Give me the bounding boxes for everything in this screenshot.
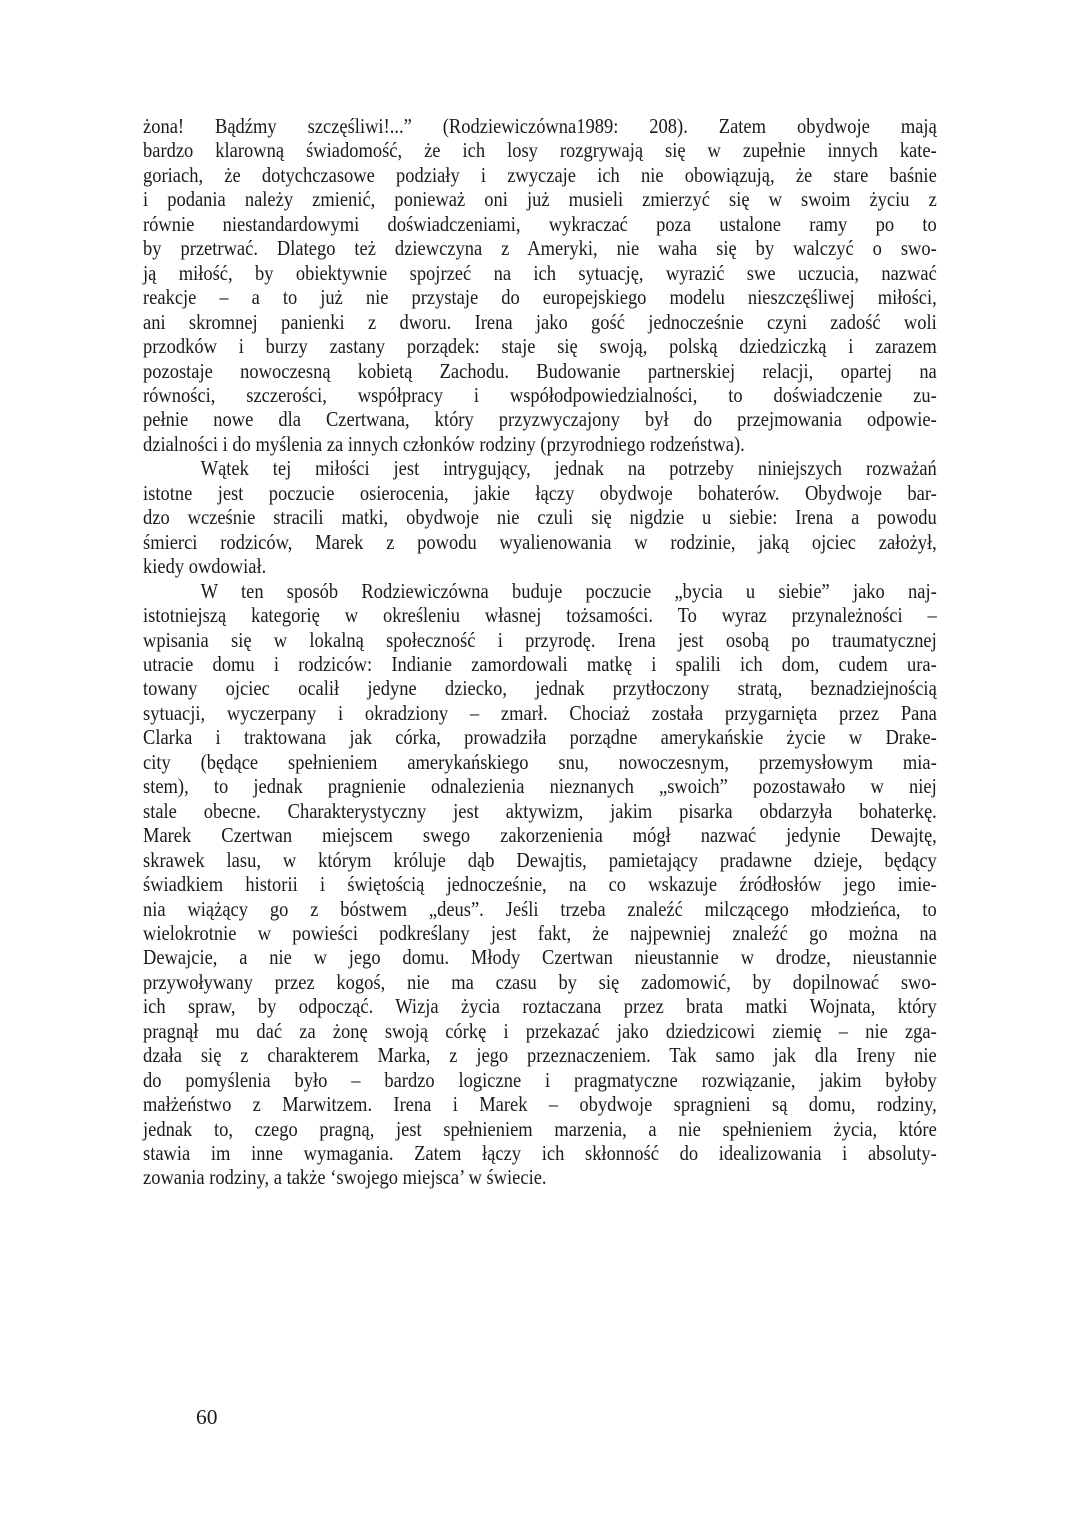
text-line: przodków i burzy zastany porządek: staje się swoją, polską dziedziczką i zarazem (143, 334, 937, 359)
text-line: zowania rodziny, a także ‘swojego miejsca’ w świecie. (143, 1165, 547, 1190)
text-line: pozostaje nowoczesną kobietą Zachodu. Budowanie partnerskiej relacji, opartej na (143, 358, 937, 383)
text-line: do pomyślenia było – bardzo logiczne i pragmatyczne rozwiązanie, jakim byłoby (143, 1067, 937, 1092)
text-line: Clarka i traktowana jak córka, prowadziła porządne amerykańskie życie w Drake- (143, 725, 937, 750)
text-line: Dewajcie, a nie w jego domu. Młody Czertwan nieustannie w drodze, nieustannie (143, 945, 937, 970)
text-line: kiedy owdowiał. (143, 554, 267, 579)
text-line: W ten sposób Rodziewiczówna buduje poczucie „bycia u siebie” jako naj- (200, 578, 937, 603)
text-line: sytuacji, wyczerpany i okradziony – zmarł. Chociaż została przygarnięta przez Pana (143, 700, 937, 725)
text-line: stawia im inne wymagania. Zatem łączy ich skłonność do idealizowania i absoluty- (143, 1141, 937, 1166)
text-line: małżeństwo z Marwitzem. Irena i Marek – obydwoje spragnieni są domu, rodziny, (143, 1092, 937, 1117)
text-line: stem), to jednak pragnienie odnalezienia nieznanych „swoich” pozostawało w niej (143, 774, 937, 799)
text-line: śmierci rodziców, Marek z powodu wyalienowania w rodzinie, jaką ojciec założył, (143, 529, 937, 554)
paragraph (143, 456, 937, 578)
text-line: świadkiem historii i świętością jednocześnie, na co wskazuje źródłosłów jego imie- (143, 872, 937, 897)
text-line: reakcje – a to już nie przystaje do europejskiego modelu nieszczęśliwej miłości, (143, 285, 937, 310)
text-line: skrawek lasu, w którym króluje dąb Dewajtis, pamietający pradawne dzieje, będący (143, 847, 937, 872)
text-line: istotniejszą kategorię w określeniu własnej tożsamości. To wyraz przynależności – (143, 603, 937, 628)
text-line: jednak to, czego pragną, jest spełnieniem marzenia, a nie spełnieniem życia, które (143, 1116, 937, 1141)
text-line: dzała się z charakterem Marka, z jego przeznaczeniem. Tak samo jak dla Ireny nie (143, 1043, 937, 1068)
text-line: Marek Czertwan miejscem swego zakorzenienia mógł nazwać jedynie Dewajtę, (143, 823, 937, 848)
text-line: ich spraw, by odpocząć. Wizja życia roztaczana przez brata matki Wojnata, który (143, 994, 937, 1019)
text-line: wielokrotnie w powieści podkreślany jest fakt, że najpewniej znaleźć go można na (143, 920, 937, 945)
page-number: 60 (196, 1405, 218, 1429)
text-line: Wątek tej miłości jest intrygujący, jednak na potrzeby niniejszych rozważań (200, 456, 937, 481)
text-line: i podania należy zmienić, ponieważ oni już musieli zmierzyć się w swoim życiu z (143, 187, 937, 212)
text-line: wpisania się w lokalną społeczność i przyrodę. Irena jest osobą po traumatycznej (143, 627, 937, 652)
text-line: ją miłość, by obiektywnie spojrzeć na ich sytuację, wyrazić swe uczucia, nazwać (143, 260, 937, 285)
text-line: przywoływany przez kogoś, nie ma czasu by się zadomowić, by dopilnować swo- (143, 969, 937, 994)
text-line: równie niestandardowymi doświadczeniami, wykraczać poza ustalone ramy po to (143, 211, 937, 236)
text-line: towany ojciec ocalił jedyne dziecko, jednak przytłoczony stratą, beznadziejnością (143, 676, 937, 701)
text-line: ani skromnej panienki z dworu. Irena jako gość jednocześnie czyni zadość woli (143, 309, 937, 334)
body-text (143, 114, 937, 1190)
text-line: bardzo klarowną świadomość, że ich losy rozgrywają się w zupełnie innych kate- (143, 138, 937, 163)
paragraph (143, 114, 937, 456)
text-line: goriach, że dotychczasowe podziały i zwyczaje ich nie obowiązują, że stare baśnie (143, 162, 937, 187)
text-line: równości, szczerości, współpracy i współodpowiedzialności, to doświadczenie zu- (143, 382, 937, 407)
text-line: żona! Bądźmy szczęśliwi!...” (Rodziewiczówna1989: 208). Zatem obydwoje mają (143, 114, 937, 138)
text-line: dzialności i do myślenia za innych członków rodziny (przyrodniego rodzeństwa). (143, 431, 745, 456)
text-line: dzo wcześnie stracili matki, obydwoje nie czuli się nigdzie u siebie: Irena a powodu (143, 505, 937, 530)
text-line: pełnie nowe dla Czertwana, który przyzwyczajony był do przejmowania odpowie- (143, 407, 937, 432)
text-line: nia wiążący go z bóstwem „deus”. Jeśli trzeba znaleźć milczącego młodzieńca, to (143, 896, 937, 921)
text-line: pragnął mu dać za żonę swoją córkę i przekazać jako dziedzicowi ziemię – nie zga- (143, 1018, 937, 1043)
text-line: by przetrwać. Dlatego też dziewczyna z Ameryki, nie waha się by walczyć o swo- (143, 236, 937, 261)
text-line: utracie domu i rodziców: Indianie zamordowali matkę i spalili ich dom, cudem ura- (143, 651, 937, 676)
text-line: city (będące spełnieniem amerykańskiego snu, nowoczesnym, przemysłowym mia- (143, 749, 937, 774)
text-line: istotne jest poczucie osierocenia, jakie łączy obydwoje bohaterów. Obydwoje bar- (143, 480, 937, 505)
paragraph (143, 579, 937, 1190)
text-line: stale obecne. Charakterystyczny jest aktywizm, jakim pisarka obdarzyła bohaterkę. (143, 798, 937, 823)
